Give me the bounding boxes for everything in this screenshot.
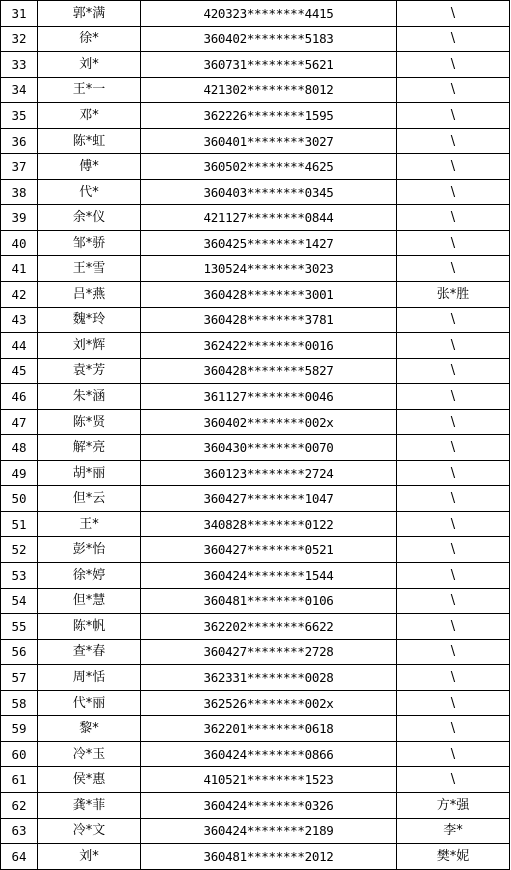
id-number-cell: 360428********3001 [141,282,397,308]
name-cell: 代* [38,179,141,205]
remark-cell: 张*胜 [397,282,510,308]
table-row [1,792,510,818]
row-number-cell: 55 [1,614,38,640]
table-row [1,77,510,103]
table-row [1,52,510,78]
id-number-cell: 360402********002x [141,409,397,435]
row-number-cell: 53 [1,563,38,589]
row-number-cell: 54 [1,588,38,614]
remark-cell: 李* [397,818,510,844]
table-row [1,537,510,563]
table-row [1,563,510,589]
id-number-cell: 410521********1523 [141,767,397,793]
id-number-cell: 360427********2728 [141,639,397,665]
row-number-cell: 40 [1,230,38,256]
name-cell: 郭*满 [38,1,141,27]
name-cell: 王*一 [38,77,141,103]
row-number-cell: 34 [1,77,38,103]
name-cell: 朱*涵 [38,384,141,410]
remark-cell: \ [397,128,510,154]
row-number-cell: 57 [1,665,38,691]
remark-cell: \ [397,409,510,435]
row-number-cell: 62 [1,792,38,818]
remark-cell: \ [397,486,510,512]
remark-cell: 方*强 [397,792,510,818]
id-number-cell: 360427********1047 [141,486,397,512]
id-number-cell: 362331********0028 [141,665,397,691]
remark-cell: \ [397,333,510,359]
table-row [1,1,510,27]
remark-cell: \ [397,77,510,103]
id-number-cell: 130524********3023 [141,256,397,282]
remark-cell: \ [397,1,510,27]
name-cell: 徐*婷 [38,563,141,589]
table-row [1,384,510,410]
table-row [1,614,510,640]
table-row [1,282,510,308]
row-number-cell: 59 [1,716,38,742]
name-cell: 徐* [38,26,141,52]
remark-cell: \ [397,741,510,767]
name-cell: 邹*骄 [38,230,141,256]
row-number-cell: 47 [1,409,38,435]
table-row [1,307,510,333]
row-number-cell: 52 [1,537,38,563]
table-row [1,741,510,767]
remark-cell: \ [397,52,510,78]
name-cell: 侯*惠 [38,767,141,793]
table-row [1,511,510,537]
remark-cell: \ [397,179,510,205]
name-cell: 陈*贤 [38,409,141,435]
remark-cell: \ [397,358,510,384]
table-row [1,103,510,129]
name-cell: 代*丽 [38,690,141,716]
table-row [1,486,510,512]
name-cell: 邓* [38,103,141,129]
table-row [1,256,510,282]
remark-cell: \ [397,26,510,52]
name-cell: 胡*丽 [38,460,141,486]
id-number-cell: 362526********002x [141,690,397,716]
id-number-cell: 360403********0345 [141,179,397,205]
table-row [1,690,510,716]
id-number-cell: 360424********1544 [141,563,397,589]
id-number-cell: 421302********8012 [141,77,397,103]
name-cell: 吕*燕 [38,282,141,308]
name-cell: 周*恬 [38,665,141,691]
row-number-cell: 31 [1,1,38,27]
table-row [1,716,510,742]
row-number-cell: 41 [1,256,38,282]
remark-cell: \ [397,665,510,691]
id-number-cell: 360123********2724 [141,460,397,486]
name-cell: 陈*帆 [38,614,141,640]
id-number-cell: 360731********5621 [141,52,397,78]
row-number-cell: 61 [1,767,38,793]
row-number-cell: 42 [1,282,38,308]
id-number-cell: 360427********0521 [141,537,397,563]
id-number-cell: 360430********0070 [141,435,397,461]
remark-cell: \ [397,511,510,537]
id-number-cell: 360481********0106 [141,588,397,614]
remark-cell: 樊*妮 [397,844,510,870]
remark-cell: \ [397,435,510,461]
name-cell: 冷*玉 [38,741,141,767]
id-number-cell: 340828********0122 [141,511,397,537]
table-row [1,844,510,870]
table-row [1,665,510,691]
row-number-cell: 50 [1,486,38,512]
name-cell: 冷*文 [38,818,141,844]
remark-cell: \ [397,154,510,180]
remark-cell: \ [397,690,510,716]
table-row [1,179,510,205]
table-row [1,460,510,486]
row-number-cell: 64 [1,844,38,870]
row-number-cell: 56 [1,639,38,665]
name-cell: 解*亮 [38,435,141,461]
name-cell: 查*春 [38,639,141,665]
id-number-cell: 360402********5183 [141,26,397,52]
id-number-cell: 362202********6622 [141,614,397,640]
id-number-cell: 360428********5827 [141,358,397,384]
name-cell: 魏*玲 [38,307,141,333]
row-number-cell: 37 [1,154,38,180]
id-number-cell: 360401********3027 [141,128,397,154]
row-number-cell: 46 [1,384,38,410]
remark-cell: \ [397,767,510,793]
name-cell: 余*仪 [38,205,141,231]
name-cell: 彭*怡 [38,537,141,563]
remark-cell: \ [397,307,510,333]
id-number-cell: 362201********0618 [141,716,397,742]
id-number-cell: 362226********1595 [141,103,397,129]
table-row [1,128,510,154]
row-number-cell: 35 [1,103,38,129]
id-number-cell: 361127********0046 [141,384,397,410]
row-number-cell: 36 [1,128,38,154]
row-number-cell: 43 [1,307,38,333]
table-row [1,230,510,256]
name-cell: 但*云 [38,486,141,512]
table-row [1,358,510,384]
name-cell: 王*雪 [38,256,141,282]
row-number-cell: 32 [1,26,38,52]
name-cell: 刘* [38,844,141,870]
remark-cell: \ [397,205,510,231]
table-row [1,26,510,52]
remark-cell: \ [397,639,510,665]
row-number-cell: 44 [1,333,38,359]
remark-cell: \ [397,460,510,486]
remark-cell: \ [397,384,510,410]
id-number-cell: 360424********0326 [141,792,397,818]
remark-cell: \ [397,103,510,129]
id-number-cell: 420323********4415 [141,1,397,27]
id-number-cell: 360481********2012 [141,844,397,870]
id-number-cell: 360424********0866 [141,741,397,767]
row-number-cell: 49 [1,460,38,486]
name-cell: 但*慧 [38,588,141,614]
remark-cell: \ [397,614,510,640]
row-number-cell: 38 [1,179,38,205]
row-number-cell: 48 [1,435,38,461]
table-row [1,333,510,359]
row-number-cell: 58 [1,690,38,716]
row-number-cell: 63 [1,818,38,844]
id-number-cell: 360428********3781 [141,307,397,333]
table-row [1,588,510,614]
name-cell: 陈*虹 [38,128,141,154]
remark-cell: \ [397,256,510,282]
row-number-cell: 45 [1,358,38,384]
records-table-body [1,1,510,870]
table-row [1,818,510,844]
name-cell: 黎* [38,716,141,742]
table-row [1,435,510,461]
table-row [1,205,510,231]
row-number-cell: 33 [1,52,38,78]
id-number-cell: 360425********1427 [141,230,397,256]
id-number-cell: 360502********4625 [141,154,397,180]
remark-cell: \ [397,537,510,563]
table-row [1,409,510,435]
name-cell: 傅* [38,154,141,180]
remark-cell: \ [397,563,510,589]
name-cell: 刘* [38,52,141,78]
table-row [1,639,510,665]
name-cell: 刘*辉 [38,333,141,359]
table-row [1,154,510,180]
table-row [1,767,510,793]
id-number-cell: 362422********0016 [141,333,397,359]
remark-cell: \ [397,230,510,256]
remark-cell: \ [397,588,510,614]
row-number-cell: 60 [1,741,38,767]
name-cell: 龚*菲 [38,792,141,818]
name-cell: 袁*芳 [38,358,141,384]
row-number-cell: 39 [1,205,38,231]
name-cell: 王* [38,511,141,537]
id-number-cell: 360424********2189 [141,818,397,844]
remark-cell: \ [397,716,510,742]
id-number-cell: 421127********0844 [141,205,397,231]
row-number-cell: 51 [1,511,38,537]
